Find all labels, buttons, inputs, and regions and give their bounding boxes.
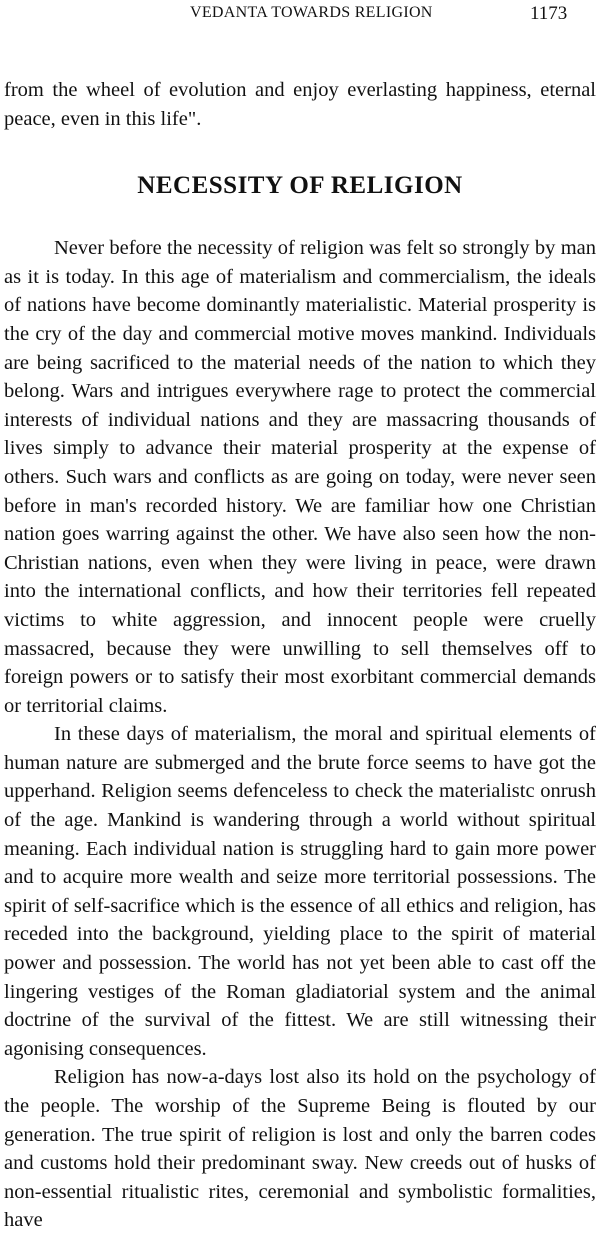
continued-paragraph: from the wheel of evolution and enjoy everlasting happiness, eternal peace, even in this life".	[4, 79, 596, 130]
body-paragraph-2: In these days of materialism, the moral and spiritual elements of human nature are submerged and the brute force seems to have got the upperhand. Religion seems defenceless to check the materialistc onrush of the age. Mankind is wandering through a world without spiritual meaning. Each individual nation is struggling hard to gain more power and to acquire more wealth and seize more territorial possessions. The spirit of self-sacrifice which is the essence of all ethics and religion, has receded into the background, yielding place to the spirit of material power and possession. The world has not yet been able to cast off the lingering vestiges of the Roman gladiatorial system and the animal doctrine of the survival of the fittest. We are still witnessing their agonising consequences.	[4, 723, 596, 1060]
body-paragraph-1: Never before the necessity of religion was felt so strongly by man as it is today. In this age of materialism and commercialism, the ideals of nations have become dominantly materialistic. Material prosperity is the cry of the day and commercial motive moves mankind. Individuals are being sacrificed to the material needs of the nation to which they belong. Wars and intrigues everywhere rage to protect the commercial interests of individual nations and they are massacring thousands of lives simply to advance their material prosperity at the expense of others. Such wars and conflicts as are going on today, were never seen before in man's recorded history. We are familiar how one Christian nation goes warring against the other. We have also seen how the non-Christian nations, even when they were living in peace, were drawn into the international conflicts, and how their territories fell repeated victims to white aggression, and innocent people were cruelly massacred, because they were unwilling to sell themselves off to foreign powers or to satisfy their most exorbitant commercial demands or territorial claims.	[4, 237, 596, 717]
section-heading: NECESSITY OF RELIGION	[137, 172, 463, 200]
page-body	[4, 76, 596, 1235]
page-header	[0, 2, 600, 32]
running-title: VEDANTA TOWARDS RELIGION	[190, 4, 433, 21]
body-paragraph-3: Religion has now-a-days lost also its hold on the psychology of the people. The worship of the Supreme Being is flouted by our generation. The true spirit of religion is lost and only the barren codes and customs hold their predominant sway. New creeds out of husks of non-essential ritualistic rites, ceremonial and symbolistic formalities, have	[4, 1066, 596, 1232]
page-number: 1173	[530, 3, 568, 24]
